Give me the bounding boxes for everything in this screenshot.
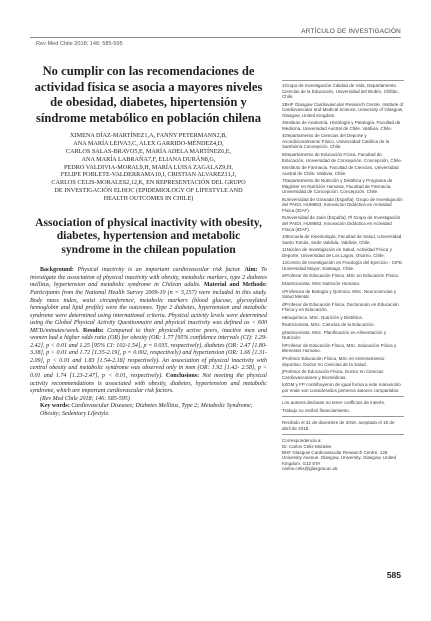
main-column — [30, 64, 267, 418]
affiliation-item: jProfesor de Educación Física, Doctor en Ciencias Cardiovasculares y Biomédicas. — [282, 369, 384, 380]
abstract-label: Aim: — [244, 267, 258, 274]
section-label: ARTÍCULO DE INVESTIGACIÓN — [301, 28, 401, 35]
affiliation-item: 6Instituto de Farmacia, Facultad de Ciencias, Universidad Austral de Chile. Valdivia, Chile. — [282, 165, 399, 176]
author-line: FELIPE POBLETE-VALDERRAMA10,I, CRISTIAN ALVAREZ11,J, — [60, 171, 237, 179]
author-line: XIMENA DÍAZ-MARTÍNEZ1,A, FANNY PETERMANN2,B, — [70, 132, 227, 140]
affiliation-item: cProfesora de Biología y Química. MSc. Neurociencias y Salud Mental. — [282, 288, 397, 300]
affiliation-item: 8Universidad de Granada (España). Grupo de Investigación del PAIDI, HUM653, Innovación Didáctica en Actividad Física (IDAF). — [282, 196, 403, 213]
spanish-title: No cumplir con las recomendaciones de actividad física se asocia a mayores niveles de obesidad, diabetes, hipertensión y síndrome metabólico en población chilena — [34, 64, 263, 125]
affiliation-item: fNutricionista. MSc. Ciencias de la Educación. — [282, 322, 375, 328]
affiliation-item: eBioquímica. MSc. Nutrición y Dietética. — [282, 314, 363, 320]
affiliation-item: 10Escuela de Kinesiología, Facultad de Salud, Universidad Santo Tomás, Sede Valdivia. Valdivia, Chile. — [282, 234, 402, 245]
affiliation-item: iProfesor Educación Física, MSc en entrenamiento deportivo. Doctor en Ciencias de la Salud. — [282, 355, 385, 367]
abstract-text: Participants from the National Health Survey 2009-10 (n = 5,157) were included in this study. Body mass index, waist circumference, metabolic markers (blood glucose, glycosylated hemoglobin and lipid profile) were the outcomes. Type 2 diabetes, hypertension and metabolic syndrome were determined using international criteria. Physical activity levels were determined using the Global Physical Activity Questionnaire and physical inactivity was defined as < 600 METs/minutes/week. — [30, 289, 267, 334]
abstract-text: Not meeting the physical activity recommendations is associated with obesity, diabetes, hypertension and metabolic syndrome, which are important cardiovascular risk factors. — [30, 372, 267, 395]
abstract — [30, 267, 267, 395]
abstract-label: Background: — [40, 267, 74, 274]
affiliations-column — [282, 80, 404, 472]
correspondence-email[interactable]: carlos.celis@glasgow.ac.uk — [282, 466, 338, 472]
keywords-label: Key words: — [40, 403, 70, 410]
sidebar-divider — [282, 416, 404, 417]
affiliation-item: 3Instituto de Anatomía, Histología y Patología. Facultad de Medicina, Universidad Austral de Chile. Valdivia. Chile. — [282, 120, 401, 131]
correspondence-heading: Correspondencia a: — [282, 438, 322, 444]
affiliation-item: 7Departamento de Nutrición y Dietética y Programa de Magíster en Nutrición Humana, Facultad de Farmacia, Universidad de Concepción. Concepción. Chile. — [282, 178, 393, 195]
author-line: CARLOS SALAS-BRAVO5,E, MARÍA ADELA MARTÍNEZ6,E, — [65, 147, 232, 155]
correspondence-name: Dr. Carlos Celis-Morales — [282, 443, 332, 449]
author-line: DE INVESTIGACIÓN ELHOC (EPIDEMIOLOGY OF LIFESTYLE AND — [54, 186, 243, 194]
keywords-text: Cardiovascular Diseases; Diabetes Mellitus, Type 2; Metabolic Syndrome; Obesity; Sedentary Lifestyle. — [40, 403, 253, 417]
affiliation-item: gNutricionista. MSc. Planificación en Alimentación y Nutrición. — [282, 329, 387, 341]
disclosure: Trabajo no recibió financiamiento. — [282, 407, 351, 413]
affiliation-item: hProfesor de Educación Física, MSc. Educación Física y Bienestar Humano. — [282, 342, 397, 354]
affiliation-item: dProfesor de Educación Física, Doctorando en Educación Física y en Educación. — [282, 301, 399, 313]
abstract-text: To investigate the association of physical inactivity with obesity, metabolic markers, type 2 diabetes mellitus, hypertension and metabolic syndrome in Chilean adults. — [30, 267, 268, 289]
abstract-label: Conclusions: — [165, 372, 200, 379]
abstract-label: Material and Methods: — [203, 282, 267, 289]
author-line: ANA MARÍA LABRAÑA7,F, ELIANA DURÁN8,G, — [81, 155, 216, 163]
affiliation-item: 1Grupo de Investigación Calidad de Vida, Departamento Ciencias de la Educación, Universidad del Biobío, Chillán, Chile. — [282, 83, 399, 100]
english-title: Association of physical inactivity with obesity, diabetes, hypertension and metabolic syndrome in the chilean population — [35, 215, 262, 256]
author-list — [30, 132, 267, 202]
author-line: ANA MARÍA LEIVA3,C, ALEX GARRIDO-MÉNDEZ4,D, — [73, 140, 224, 148]
affiliation-item: 4Departamento de Ciencias del Deporte y Acondicionamiento Físico. Universidad Católica de la Santísima Concepción. Chile. — [282, 133, 390, 150]
affiliation-item: 11Núcleo de Investigación en Salud, Actividad Física y Deporte, Universidad de Los Lagos, Osorno, Chile. — [282, 247, 392, 258]
correspondence-address: BHF Glasgow Cardiovascular Research Centre. 126 University Avenue. Glasgow. University. Glasgow. United Kingdom. G12 8TA — [282, 449, 397, 466]
keywords — [30, 403, 267, 418]
author-line: HEALTH OUTCOMES IN CHILE) — [103, 194, 194, 202]
disclosure: Los autores declaran no tener conflictos de interés. — [282, 400, 386, 406]
affiliation-item: 9Universidad de Jaén (España). Pl Grupo de Investigación del PAIDI, HUM653, Innovación Didáctica en Actividad Física (IDAF). — [282, 215, 401, 232]
sidebar-divider — [282, 80, 404, 81]
received-dates: Recibido el 31 de diciembre de 2016, aceptado el 18 de abril de 2018. — [282, 420, 395, 431]
citation: (Rev Med Chile 2018; 146: 585-595) — [40, 395, 130, 402]
affiliation-item: aProfesor de Educación Física. MSc en Educación Física. — [282, 273, 400, 279]
abstract-label: Results: — [82, 327, 104, 334]
header-divider — [30, 37, 401, 38]
abstract-text: Physical inactivity is an important cardiovascular risk factor. — [73, 267, 245, 274]
affiliation-item: kXDM y FP contribuyeron de igual forma a este manuscrito por ende son considerados primeros autores compartidos. — [282, 382, 401, 393]
affiliation-list — [282, 83, 404, 393]
journal-reference: Rev Med Chile 2018; 146: 585-595 — [36, 41, 123, 47]
author-line: PEDRO VALDIVIA-MORAL9,H, MARÍA LUISA ZAGALAZ9,H, — [64, 163, 233, 171]
sidebar-divider — [282, 396, 404, 397]
page-number: 585 — [386, 570, 401, 580]
affiliation-item: 2BHF Glasgow Cardiovascular Research Centre, Institute of Cardiovascular and Medical Science, University of Glasgow, Glasgow, United Kingdom. — [282, 101, 404, 118]
affiliation-item: bNutricionista. MSc Nutrición Humana. — [282, 280, 361, 286]
affiliation-item: 12Centro de Investigación en Fisiología del Ejercicio - CIFE, Universidad Mayor, Santiago, Chile. — [282, 260, 404, 271]
affiliation-item: 5Departamento de Educación Física. Facultad de Educación, Universidad de Concepción. Concepción, Chile. — [282, 152, 403, 163]
author-line: CARLOS CELIS-MORALES2,12,K, EN REPRESENTACIÓN DEL GRUPO — [51, 179, 246, 187]
abstract-text: Compared to their physically active peers, inactive men and women had a higher odds ratio (OR) for obesity (OR: 1.77 [95% confidence intervals (CI): 1.29-2.42], p < 0.01 and 1.25 [95% CI: 102-1.54], p = 0.035, respectively), diabetes (OR: 2.47 [1.80-3.38], p < 0.01 and 1.72 [1.35-2.19], p = 0.002, respectively) and hypertension (OR: 1.66 [1.31-2.09], p < 0.01 and 1.83 [1.54-2.18] respectively). An association of physical inactivity with central obesity and metabolic syndrome was observed only in men (OR: 1.92 [1.42- 2.58], p < 0.01 and 1.74 [1.23-2.47], p < 0.01, respectively). — [30, 327, 267, 379]
sidebar-divider — [282, 434, 404, 435]
